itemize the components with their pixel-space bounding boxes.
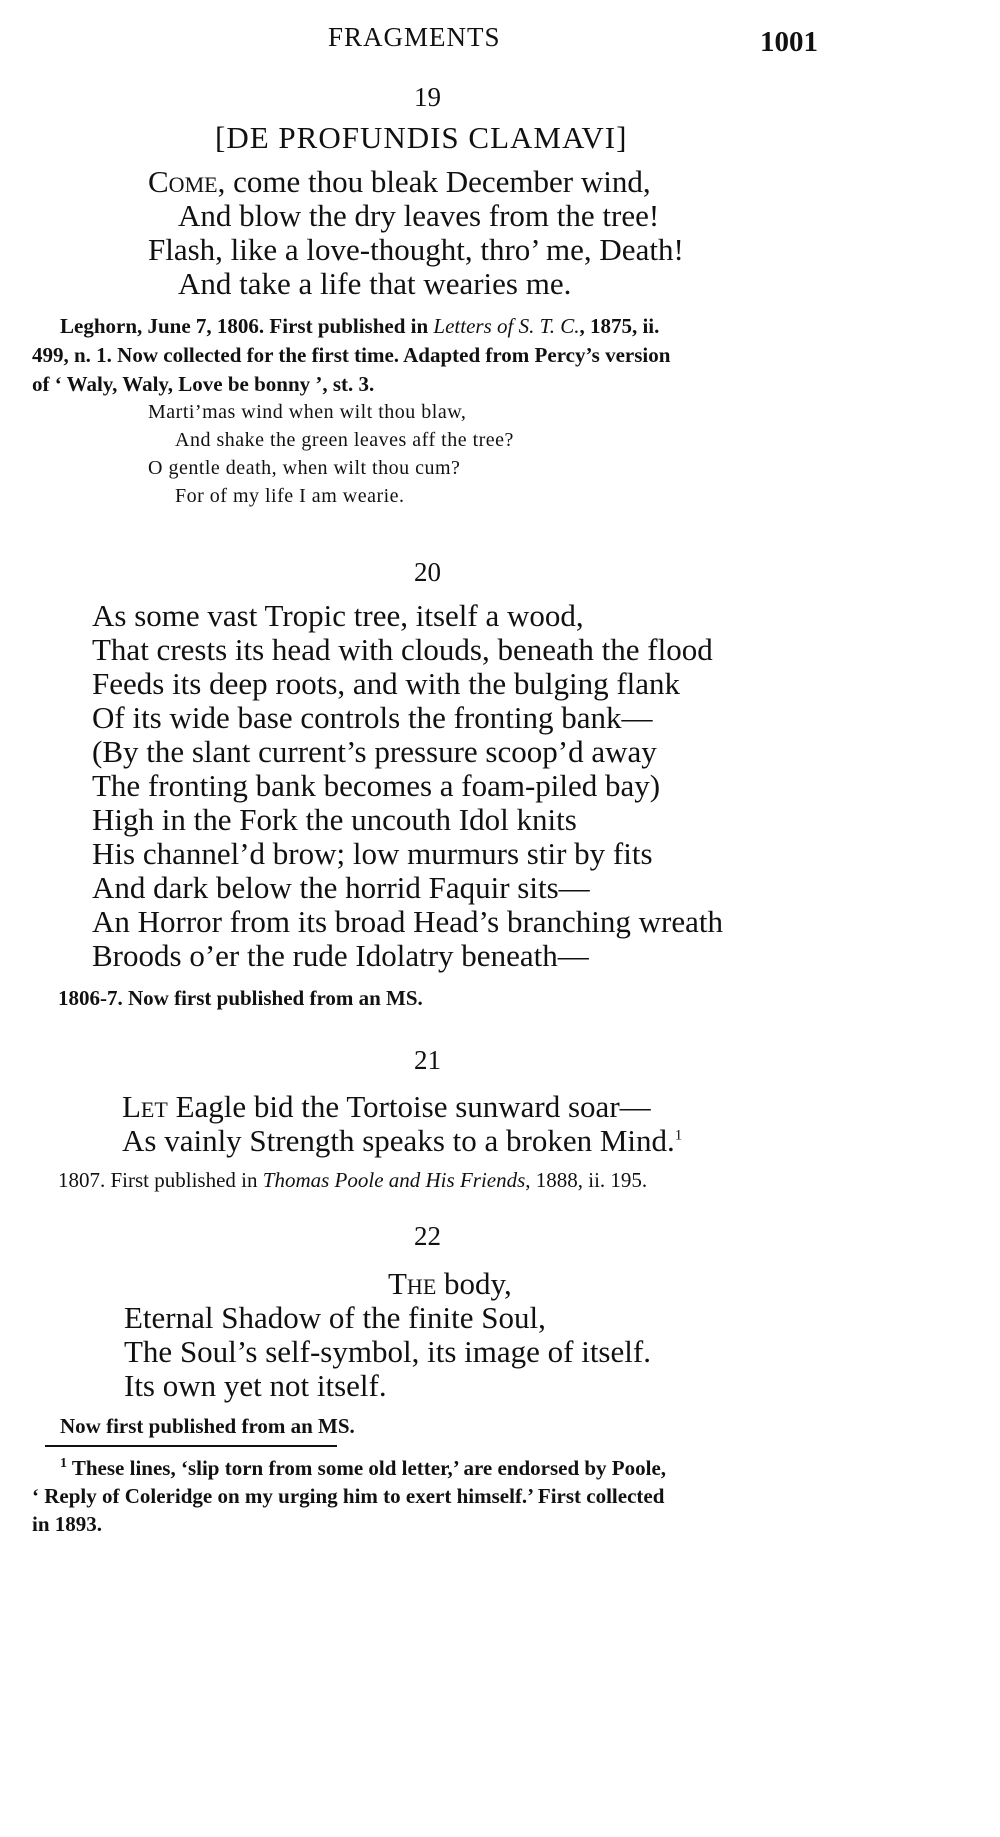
- verse-line: Feeds its deep roots, and with the bulging flank: [92, 666, 681, 701]
- running-title: FRAGMENTS: [328, 22, 501, 52]
- section-number-21: 21: [414, 1045, 441, 1075]
- quoted-verse-line: Marti’mas wind when wilt thou blaw,: [148, 401, 467, 423]
- verse-line: An Horror from its broad Head’s branching wreath: [92, 904, 724, 939]
- verse-line: The Soul’s self-symbol, its image of itself.: [124, 1334, 651, 1369]
- section-number-22: 22: [414, 1221, 441, 1251]
- verse-line: High in the Fork the uncouth Idol knits: [92, 802, 577, 837]
- verse-line: The fronting bank becomes a foam-piled bay): [92, 768, 661, 803]
- footnote-line: ‘ Reply of Coleridge on my urging him to exert himself.’ First collected: [32, 1484, 665, 1508]
- editorial-note: 1807. First published in Thomas Poole and His Friends, 1888, ii. 195.: [58, 1168, 648, 1192]
- verse-line: As vainly Strength speaks to a broken Mind.$^1$: [122, 1123, 683, 1158]
- verse-line: The body,: [388, 1266, 512, 1301]
- verse-line: That crests its head with clouds, beneath the flood: [92, 632, 713, 667]
- quoted-verse-line: O gentle death, when wilt thou cum?: [148, 457, 461, 479]
- verse-line: And blow the dry leaves from the tree!: [178, 198, 660, 233]
- verse-line: (By the slant current’s pressure scoop’d away: [92, 734, 657, 769]
- verse-line: Broods o’er the rude Idolatry beneath—: [92, 938, 589, 973]
- verse-line: Come, come thou bleak December wind,: [148, 164, 651, 199]
- quoted-verse-line: And shake the green leaves aff the tree?: [175, 429, 514, 451]
- editorial-note: Now first published from an MS.: [60, 1414, 355, 1438]
- footnote-line: $^1$ These lines, ‘slip torn from some old letter,’ are endorsed by Poole,: [60, 1456, 667, 1480]
- section-number-20: 20: [414, 557, 441, 587]
- verse-line: As some vast Tropic tree, itself a wood,: [92, 598, 584, 633]
- footnote-line: in 1893.: [32, 1512, 103, 1536]
- poem-title: [DE PROFUNDIS CLAMAVI]: [215, 120, 628, 155]
- editorial-note-line: of ‘ Waly, Waly, Love be bonny ’, st. 3.: [32, 372, 375, 396]
- editorial-note-line: 499, n. 1. Now collected for the first time. Adapted from Percy’s version: [32, 343, 671, 367]
- verse-line: Its own yet not itself.: [124, 1368, 387, 1403]
- editorial-note: 1806-7. Now first published from an MS.: [58, 986, 423, 1010]
- footnote-reference: 1: [674, 1127, 683, 1144]
- verse-line: His channel’d brow; low murmurs stir by fits: [92, 836, 653, 871]
- verse-line: Eternal Shadow of the finite Soul,: [124, 1300, 546, 1335]
- page-number: 1001: [760, 26, 818, 58]
- verse-line: Let Eagle bid the Tortoise sunward soar—: [122, 1089, 651, 1124]
- section-number-19: 19: [414, 82, 441, 112]
- verse-line: Flash, like a love-thought, thro’ me, Death!: [148, 232, 684, 267]
- verse-line: Of its wide base controls the fronting bank—: [92, 700, 653, 735]
- quoted-verse-line: For of my life I am wearie.: [175, 485, 405, 507]
- verse-line: And take a life that wearies me.: [178, 266, 572, 301]
- footnote-divider: [45, 1445, 337, 1447]
- editorial-note: Leghorn, June 7, 1806. First published in Letters of S. T. C., 1875, ii.: [60, 314, 660, 338]
- verse-line: And dark below the horrid Faquir sits—: [92, 870, 590, 905]
